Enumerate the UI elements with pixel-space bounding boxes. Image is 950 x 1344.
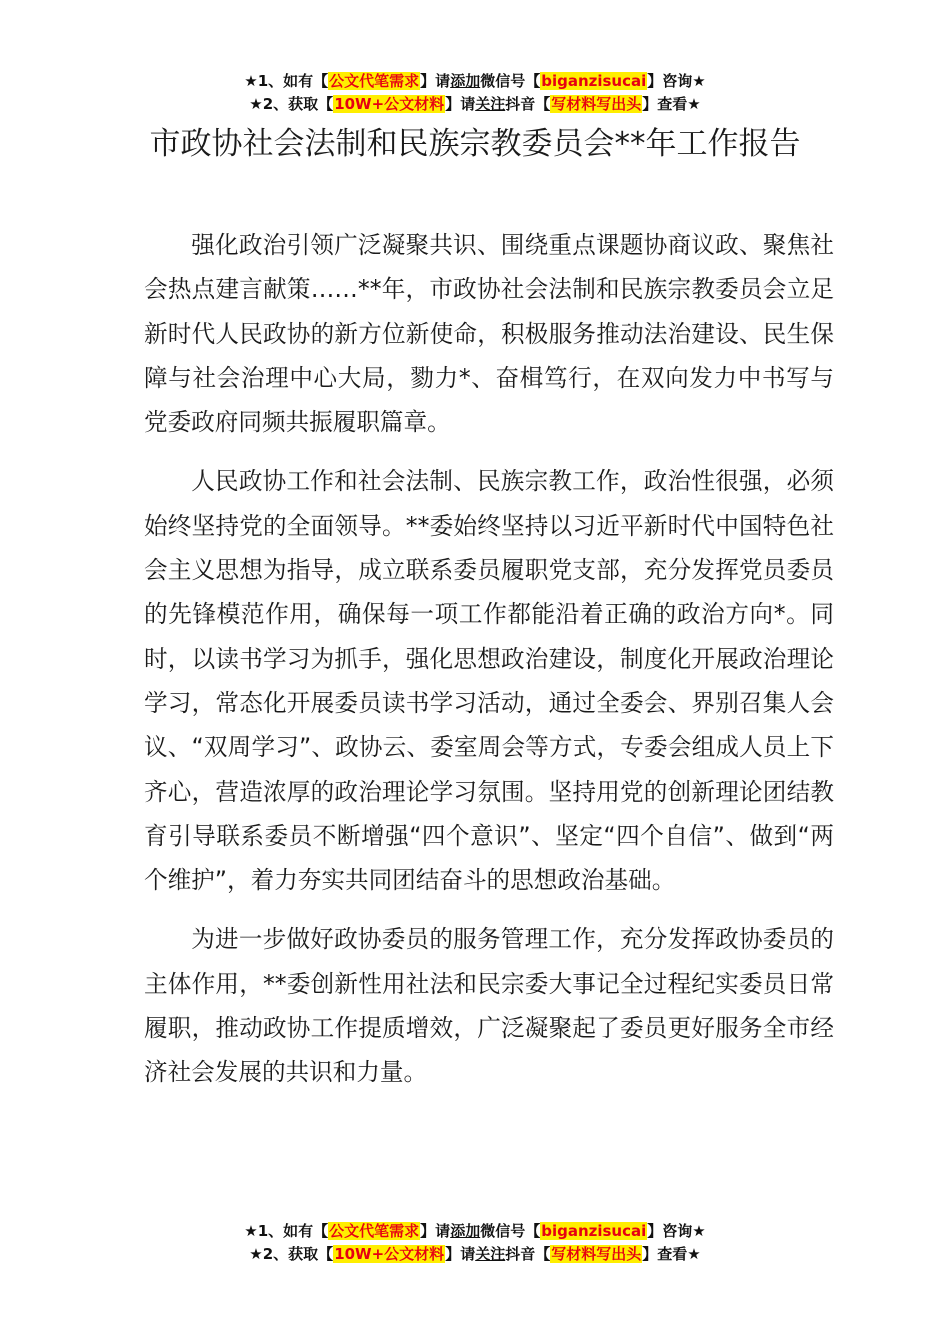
promo-line-2 (0, 93, 950, 116)
promo-text: 微信号【 (480, 72, 541, 90)
promo-highlight: 写材料写出头 (551, 1245, 642, 1263)
promo-highlight: 10W+公文材料 (334, 95, 445, 113)
promo-text: 】请 (420, 72, 451, 90)
promo-underline: 添加 (450, 72, 481, 90)
promo-highlight: 公文代笔需求 (329, 1222, 420, 1240)
promo-highlight: 公文代笔需求 (329, 72, 420, 90)
promo-text: 】咨询★ (647, 72, 706, 90)
promo-line-2 (0, 1243, 950, 1266)
promo-text: 微信号【 (480, 1222, 541, 1240)
promo-highlight: biganzisucai (541, 1222, 647, 1240)
document-title: 市政协社会法制和民族宗教委员会**年工作报告 (149, 126, 801, 162)
body-paragraph: 强化政治引领广泛凝聚共识、围绕重点课题协商议政、聚焦社会热点建言献策……**年，市政协社会法制和民族宗教委员会立足新时代人民政协的新方位新使命，积极服务推动法治建设、民生保障与社会治理中心大局，勠力*、奋楫笃行，在双向发力中书写与党委政府同频共振履职篇章。 (144, 231, 834, 437)
promo-highlight: 10W+公文材料 (334, 1245, 445, 1263)
promo-text: ★1、如有【 (244, 72, 329, 90)
document-body (144, 223, 834, 1110)
promo-text: 】请 (445, 1245, 476, 1263)
footer-promo-banner (0, 1220, 950, 1266)
promo-text: ★1、如有【 (244, 1222, 329, 1240)
promo-text: 】查看★ (642, 1245, 701, 1263)
promo-text: 】请 (420, 1222, 451, 1240)
promo-underline: 关注 (475, 95, 506, 113)
promo-line-1 (0, 1220, 950, 1243)
promo-text: 】查看★ (642, 95, 701, 113)
promo-text: ★2、获取【 (249, 1245, 334, 1263)
promo-underline: 添加 (450, 1222, 481, 1240)
promo-text: 】请 (445, 95, 476, 113)
body-paragraph: 为进一步做好政协委员的服务管理工作，充分发挥政协委员的主体作用，**委创新性用社法和民宗委大事记全过程纪实委员日常履职，推动政协工作提质增效，广泛凝聚起了委员更好服务全市经济社会发展的共识和力量。 (144, 925, 834, 1087)
body-paragraph: 人民政协工作和社会法制、民族宗教工作，政治性很强，必须始终坚持党的全面领导。**委始终坚持以习近平新时代中国特色社会主义思想为指导，成立联系委员履职党支部，充分发挥党员委员的先锋模范作用，确保每一项工作都能沿着正确的政治方向*。同时，以读书学习为抓手，强化思想政治建设，制度化开展政治理论学习，常态化开展委员读书学习活动，通过全委会、界别召集人会议、“双周学习”、政协云、委室周会等方式，专委会组成人员上下齐心，营造浓厚的政治理论学习氛围。坚持用党的创新理论团结教育引导联系委员不断增强“四个意识”、坚定“四个自信”、做到“两个维护”，着力夯实共同团结奋斗的思想政治基础。 (144, 467, 834, 895)
promo-text: 抖音【 (505, 95, 551, 113)
promo-text: 抖音【 (505, 1245, 551, 1263)
promo-text: ★2、获取【 (249, 95, 334, 113)
promo-highlight: biganzisucai (541, 72, 647, 90)
promo-highlight: 写材料写出头 (551, 95, 642, 113)
promo-underline: 关注 (475, 1245, 506, 1263)
promo-text: 】咨询★ (647, 1222, 706, 1240)
header-promo-banner (0, 70, 950, 116)
promo-line-1 (0, 70, 950, 93)
